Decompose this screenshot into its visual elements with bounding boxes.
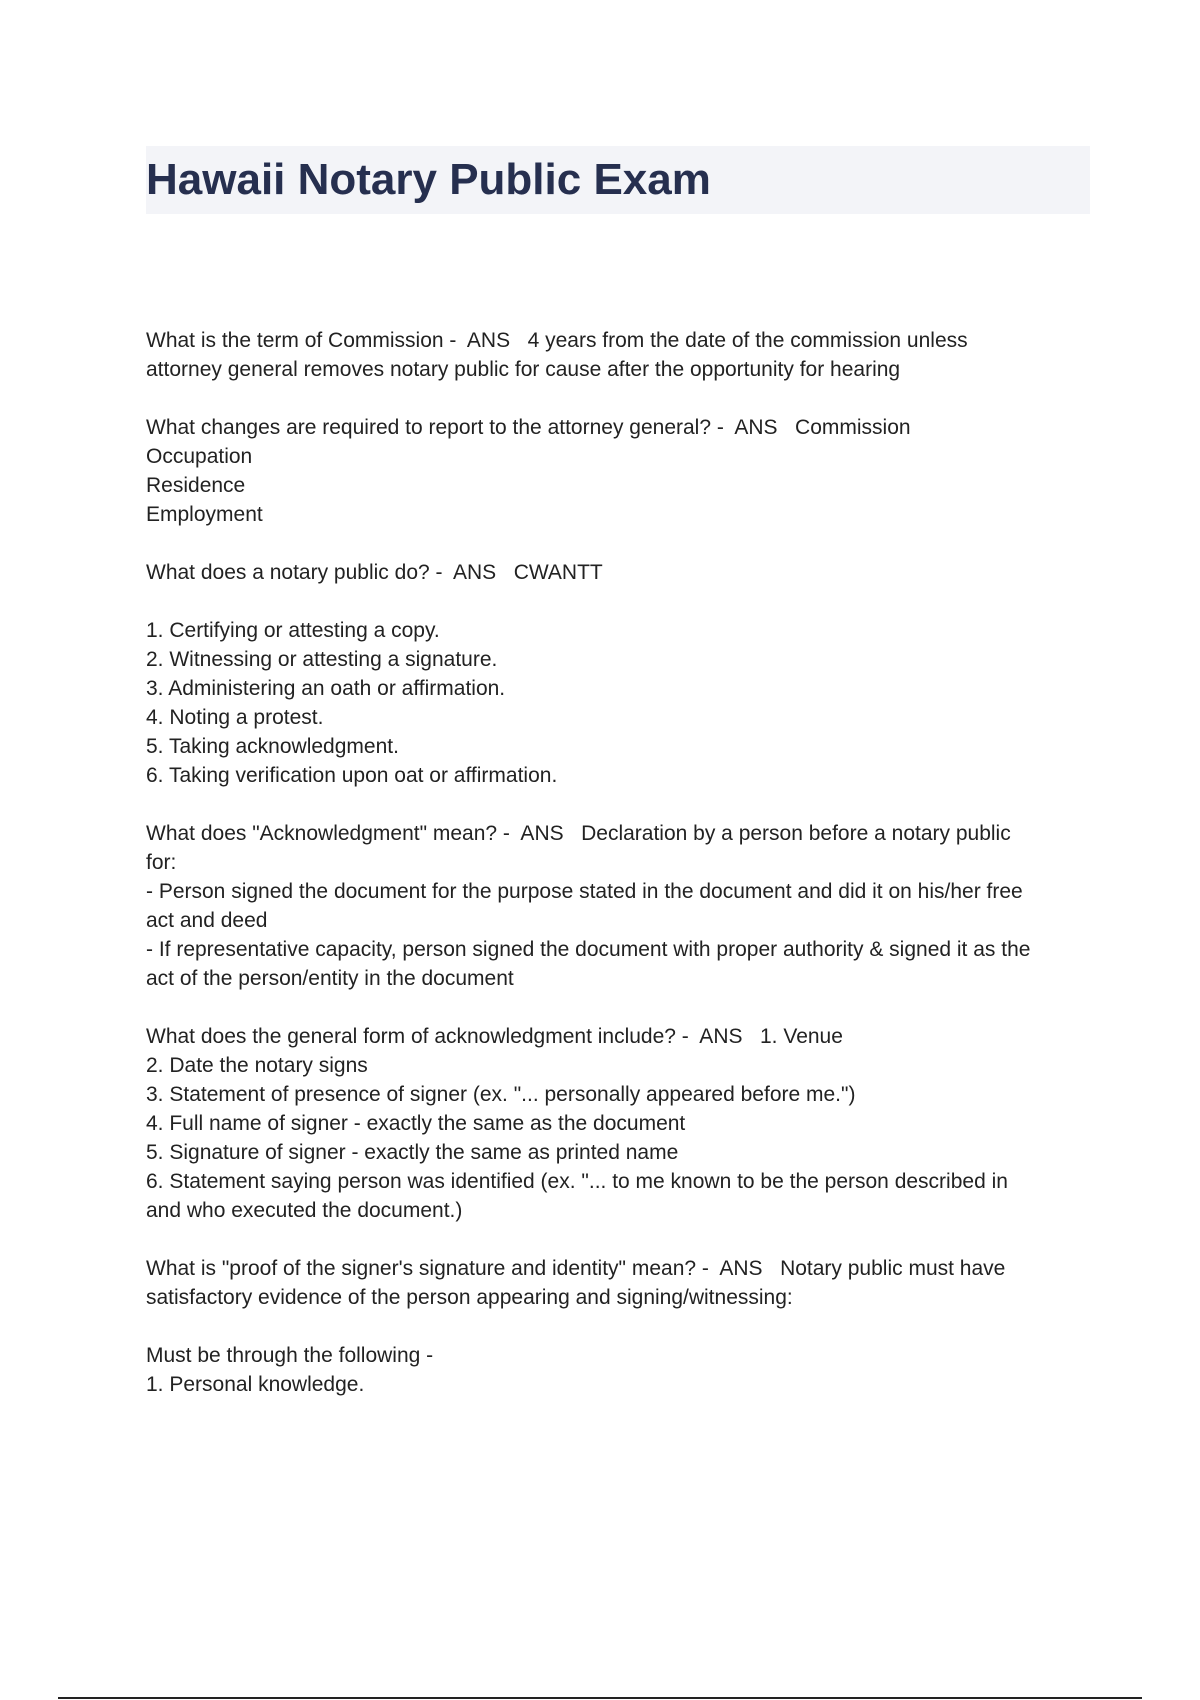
text-line: What is the term of Commission - ANS 4 years from the date of the commission unless [146,329,968,352]
document-body [146,326,1090,1428]
qa-block-acknowledgment-meaning [146,819,1090,993]
text-line: act of the person/entity in the document [146,967,514,990]
list-item: 6. Statement saying person was identified (ex. "... to me known to be the person described in [146,1170,1008,1193]
text-line: Must be through the following - [146,1344,434,1367]
text-line: What does the general form of acknowledgment include? - ANS 1. Venue [146,1025,843,1048]
title-banner [146,146,1090,214]
page-title: Hawaii Notary Public Exam [146,155,711,204]
text-line: Occupation [146,445,253,468]
text-line: What is "proof of the signer's signature and identity" mean? - ANS Notary public must have [146,1257,1006,1280]
list-item: 3. Administering an oath or affirmation. [146,677,506,700]
text-line: act and deed [146,909,268,932]
text-line: satisfactory evidence of the person appearing and signing/witnessing: [146,1286,793,1309]
list-item: 4. Full name of signer - exactly the same as the document [146,1112,686,1135]
text-line: What changes are required to report to the attorney general? - ANS Commission [146,416,911,439]
text-line: - If representative capacity, person signed the document with proper authority & signed it as the [146,938,1031,961]
list-item: 4. Noting a protest. [146,706,324,729]
qa-block-acknowledgment-form [146,1022,1090,1225]
text-line: - Person signed the document for the purpose stated in the document and did it on his/her free [146,880,1023,903]
qa-block-term-of-commission [146,326,1090,384]
list-item: 3. Statement of presence of signer (ex. "... personally appeared before me.") [146,1083,856,1106]
list-item: 5. Signature of signer - exactly the same as printed name [146,1141,679,1164]
qa-block-changes-to-report [146,413,1090,529]
numbered-list-notary-acts [146,616,1090,790]
text-line: Employment [146,503,263,526]
list-item: 5. Taking acknowledgment. [146,735,399,758]
text-line: What does "Acknowledgment" mean? - ANS Declaration by a person before a notary public [146,822,1011,845]
list-item: 6. Taking verification upon oat or affirmation. [146,764,558,787]
text-line: for: [146,851,177,874]
text-line: What does a notary public do? - ANS CWANTT [146,561,603,584]
qa-block-proof-of-signature [146,1254,1090,1312]
qa-block-what-notary-does [146,558,1090,587]
list-item: 2. Date the notary signs [146,1054,368,1077]
list-item: 2. Witnessing or attesting a signature. [146,648,498,671]
page-divider [58,1697,1142,1699]
list-item: and who executed the document.) [146,1199,463,1222]
list-item: 1. Personal knowledge. [146,1373,365,1396]
text-line: attorney general removes notary public for cause after the opportunity for hearing [146,358,901,381]
text-line: Residence [146,474,246,497]
list-item: 1. Certifying or attesting a copy. [146,619,440,642]
qa-block-must-be-through [146,1341,1090,1399]
